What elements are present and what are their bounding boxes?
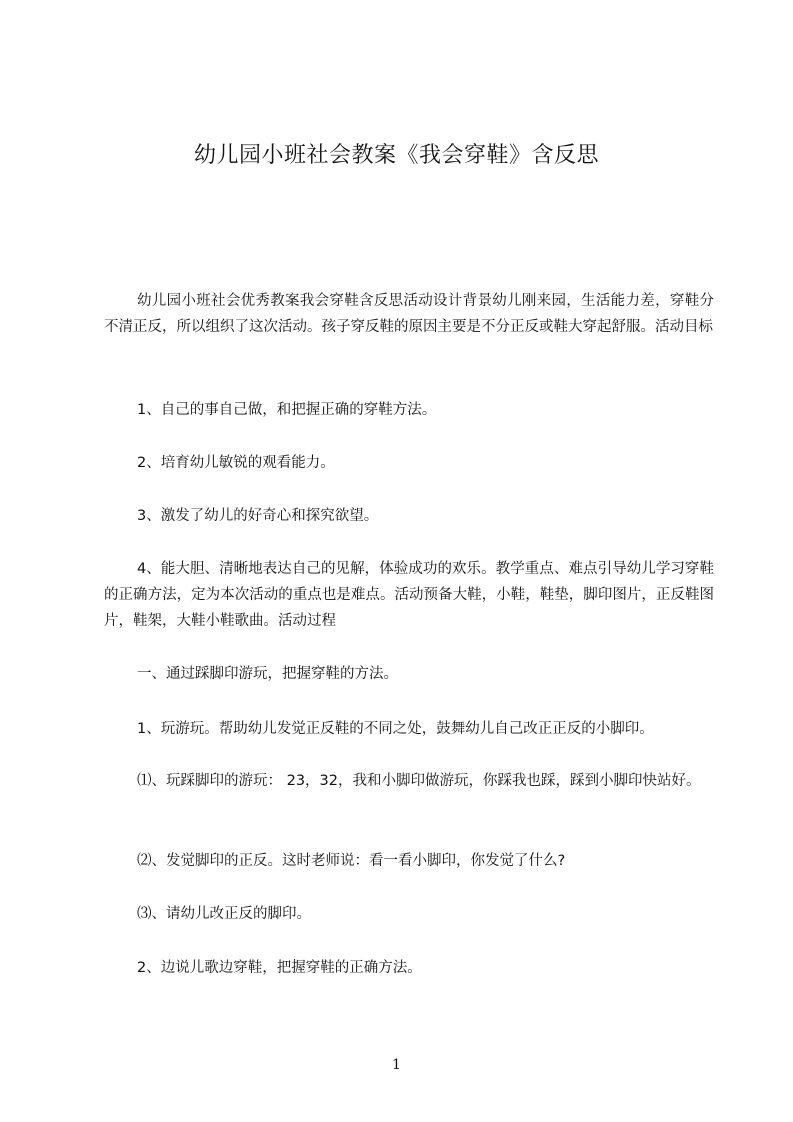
paragraph-goal-1: 1、自己的事自己做，和把握正确的穿鞋方法。	[137, 402, 437, 418]
paragraph-intro: 幼儿园小班社会优秀教案我会穿鞋含反思活动设计背景幼儿刚来园，生活能力差，穿鞋分不清正反，所以组织了这次活动。孩子穿反鞋的原因主要是不分正反或鞋大穿起舒服。活动目标	[104, 293, 714, 335]
paragraph-goal-4: 4、能大胆、清晰地表达自己的见解，体验成功的欢乐。教学重点、难点引导幼儿学习穿鞋的正确方法，定为本次活动的重点也是难点。活动预备大鞋，小鞋，鞋垫，脚印图片，正反鞋图片，鞋架，大鞋小鞋歌曲。活动过程	[104, 561, 714, 629]
document-title: 幼儿园小班社会教案《我会穿鞋》含反思	[193, 143, 599, 168]
paragraph-step-2: 2、边说儿歌边穿鞋，把握穿鞋的正确方法。	[137, 960, 422, 976]
paragraph-goal-3: 3、激发了幼儿的好奇心和探究欲望。	[137, 508, 379, 524]
paragraph-step-1: 1、玩游玩。帮助幼儿发觉正反鞋的不同之处，鼓舞幼儿自己改正正反的小脚印。	[137, 721, 654, 737]
paragraph-substep-3: ⑶、请幼儿改正反的脚印。	[137, 906, 311, 922]
paragraph-section-1: 一、通过踩脚印游玩，把握穿鞋的方法。	[137, 666, 398, 682]
page-number: 1	[392, 1057, 401, 1073]
paragraph-substep-2: ⑵、发觉脚印的正反。这时老师说：看一看小脚印，你发觉了什么?	[137, 853, 566, 869]
paragraph-substep-1: ⑴、玩踩脚印的游玩： 23，32，我和小脚印做游玩，你踩我也踩，踩到小脚印快站好。	[137, 773, 701, 789]
paragraph-goal-2: 2、培育幼儿敏锐的观看能力。	[137, 455, 335, 471]
